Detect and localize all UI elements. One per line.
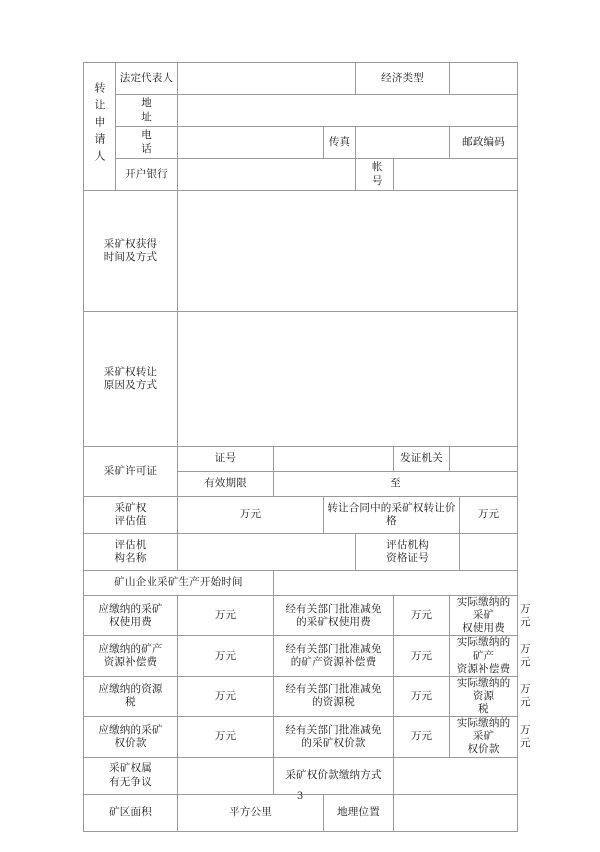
table-row-agency — [84, 534, 518, 571]
fee-payable-unit: 万元 — [214, 649, 237, 662]
phone-field[interactable] — [178, 127, 324, 159]
transfer-reason-label-line1: 采矿权转让 — [103, 365, 158, 378]
fee-payable-field[interactable] — [178, 717, 274, 757]
fee-rows-group — [84, 596, 531, 758]
fee-payable-unit: 万元 — [214, 609, 237, 622]
fee-payable-label-line2: 权使用费 — [109, 615, 152, 628]
appraised-value-field[interactable] — [178, 497, 324, 534]
fee-payable-field[interactable] — [178, 676, 274, 716]
dispute-label-line1: 采矿权属 — [109, 762, 152, 775]
economy-type-field[interactable] — [450, 63, 518, 95]
economy-type-label: 经济类型 — [356, 63, 450, 95]
permit-label: 采矿许可证 — [84, 447, 178, 497]
fee-reduced-unit: 万元 — [410, 649, 433, 662]
contract-price-unit: 万元 — [477, 508, 500, 521]
fee-reduced-label-line1: 经有关部门批准减免 — [285, 683, 382, 696]
fee-payable-label-line2: 权价款 — [114, 736, 147, 749]
acquisition-label — [84, 191, 178, 312]
fee-actual-label — [450, 717, 518, 757]
table-row-contact — [84, 127, 518, 159]
dispute-field[interactable] — [178, 757, 274, 794]
page-number: 3 — [296, 791, 304, 802]
cert-no-field[interactable] — [274, 447, 394, 472]
mining-right-transfer-form — [83, 62, 531, 832]
fee-payable-label — [84, 717, 178, 757]
agency-name-label-line2: 构名称 — [114, 552, 147, 564]
contract-price-label: 转让合同中的采矿权转让价格 — [324, 497, 460, 534]
fee-actual-label-line2: 权使用费 — [462, 622, 505, 635]
fee-payable-unit: 万元 — [214, 730, 237, 743]
address-label-text: 地址 — [141, 97, 166, 123]
bank-field[interactable] — [178, 159, 356, 191]
fee-payable-label — [84, 676, 178, 716]
fee-row — [84, 676, 518, 716]
fee-reduced-label-line2: 的采矿权价款 — [301, 736, 366, 749]
fee-reduced-label — [274, 596, 394, 636]
fee-reduced-label-line2: 的矿产资源补偿费 — [290, 656, 377, 669]
fee-actual-label-line1: 实际缴纳的矿产 — [456, 636, 511, 662]
fee-reduced-label — [274, 717, 394, 757]
fee-actual-unit: 万元 — [520, 683, 531, 709]
payment-method-field[interactable] — [394, 757, 518, 794]
validity-label: 有效期限 — [178, 472, 274, 497]
agency-cert-label — [356, 534, 460, 571]
account-label-text: 帐号 — [372, 161, 397, 187]
agency-name-field[interactable] — [178, 534, 356, 571]
transfer-reason-field[interactable] — [178, 312, 518, 447]
cert-no-label: 证号 — [178, 447, 274, 472]
appraised-value-label — [84, 497, 178, 534]
fee-actual-label-line1: 实际缴纳的资源 — [456, 676, 511, 702]
bank-label: 开户银行 — [116, 159, 178, 191]
fee-actual-label-line2: 权价款 — [467, 743, 500, 756]
appraised-value-unit: 万元 — [239, 508, 262, 521]
table-row-valuation — [84, 497, 518, 534]
account-label — [356, 159, 397, 191]
table-row-acquisition — [84, 191, 518, 312]
fee-reduced-field[interactable] — [394, 717, 450, 757]
fee-reduced-label-line1: 经有关部门批准减免 — [285, 602, 382, 615]
fee-actual-label — [450, 636, 518, 676]
agency-name-label — [84, 534, 178, 571]
postcode-label: 邮政编码 — [450, 127, 518, 159]
fee-reduced-field[interactable] — [394, 636, 450, 676]
address-label — [116, 95, 178, 127]
fee-row — [84, 596, 518, 636]
agency-cert-label-line2: 资格证号 — [386, 552, 429, 564]
fee-reduced-unit: 万元 — [410, 730, 433, 743]
fee-reduced-label — [274, 636, 394, 676]
fee-actual-unit: 万元 — [520, 642, 531, 669]
fax-field[interactable] — [356, 127, 450, 159]
fee-actual-label-line1: 实际缴纳的采矿 — [456, 717, 511, 743]
fee-payable-unit: 万元 — [214, 689, 237, 702]
appraised-value-label-line1: 采矿权 — [114, 501, 147, 514]
applicant-section-label — [84, 63, 116, 191]
validity-field[interactable]: 至 — [274, 472, 518, 497]
fee-actual-label-line1: 实际缴纳的采矿 — [456, 596, 511, 622]
table-row-permit-cert-no — [84, 447, 518, 472]
fee-reduced-label-line2: 的资源税 — [312, 696, 355, 709]
phone-label-text: 电话 — [141, 129, 166, 155]
fee-reduced-field[interactable] — [394, 676, 450, 716]
fee-actual-label-line2: 税 — [478, 703, 489, 715]
fee-row — [84, 717, 518, 757]
fee-payable-label-line2: 税 — [125, 696, 136, 709]
fee-reduced-unit: 万元 — [410, 689, 433, 702]
dispute-label — [84, 757, 178, 794]
location-label: 地理位置 — [324, 794, 394, 831]
fee-reduced-label-line1: 经有关部门批准减免 — [285, 723, 382, 736]
mine-area-unit: 平方公里 — [229, 805, 272, 818]
dispute-label-line2: 有无争议 — [109, 775, 152, 788]
fee-payable-field[interactable] — [178, 596, 274, 636]
transfer-reason-label-line2: 原因及方式 — [103, 379, 158, 391]
fee-payable-label — [84, 596, 178, 636]
payment-method-label: 采矿权价款缴纳方式 — [274, 757, 394, 794]
production-start-label: 矿山企业采矿生产开始时间 — [84, 571, 274, 596]
fax-label: 传真 — [324, 127, 356, 159]
fee-reduced-label-line1: 经有关部门批准减免 — [285, 642, 382, 655]
legal-rep-field[interactable] — [178, 63, 356, 95]
fee-payable-label-line1: 应缴纳的采矿 — [98, 723, 163, 736]
table-row-legal-rep — [84, 63, 518, 95]
fee-actual-unit: 万元 — [520, 602, 531, 628]
fee-reduced-label — [274, 676, 394, 716]
contract-price-field[interactable] — [460, 497, 518, 534]
fee-payable-label-line1: 应缴纳的矿产 — [98, 642, 163, 655]
mine-area-label: 矿区面积 — [84, 794, 178, 831]
agency-cert-field[interactable] — [460, 534, 518, 571]
table-row-production-start — [84, 571, 518, 596]
applicant-section-label-text: 转让申请人 — [93, 81, 106, 167]
fee-payable-label-line1: 应缴纳的采矿 — [98, 602, 163, 615]
table-row-address — [84, 95, 518, 127]
fee-reduced-label-line2: 的采矿权使用费 — [296, 615, 371, 628]
fee-payable-label-line2: 资源补偿费 — [103, 656, 158, 669]
address-field[interactable] — [178, 95, 518, 127]
production-start-field[interactable] — [274, 571, 518, 596]
fee-payable-label-line1: 应缴纳的资源 — [98, 683, 163, 696]
transfer-reason-label — [84, 312, 178, 447]
issuer-label: 发证机关 — [394, 447, 450, 472]
acquisition-field[interactable] — [178, 191, 518, 312]
legal-rep-label: 法定代表人 — [116, 63, 178, 95]
fee-reduced-field[interactable] — [394, 596, 450, 636]
account-field[interactable] — [394, 159, 518, 191]
table-row-bank — [84, 159, 518, 191]
phone-label — [116, 127, 178, 159]
appraised-value-label-line2: 评估值 — [114, 515, 147, 527]
issuer-field[interactable] — [450, 447, 518, 472]
fee-actual-label-line2: 资源补偿费 — [456, 662, 511, 675]
acquisition-label-line2: 时间及方式 — [103, 251, 158, 263]
fee-row — [84, 636, 518, 676]
table-row-transfer-reason — [84, 312, 518, 447]
acquisition-label-line1: 采矿权获得 — [103, 237, 158, 250]
agency-cert-label-line1: 评估机构 — [386, 538, 429, 551]
agency-name-label-line1: 评估机 — [114, 538, 147, 551]
fee-actual-unit: 万元 — [520, 723, 531, 749]
fee-payable-field[interactable] — [178, 636, 274, 676]
fee-actual-label — [450, 676, 518, 716]
fee-payable-label — [84, 636, 178, 676]
table-row-dispute — [84, 757, 518, 794]
fee-reduced-unit: 万元 — [410, 609, 433, 622]
fee-actual-label — [450, 596, 518, 636]
